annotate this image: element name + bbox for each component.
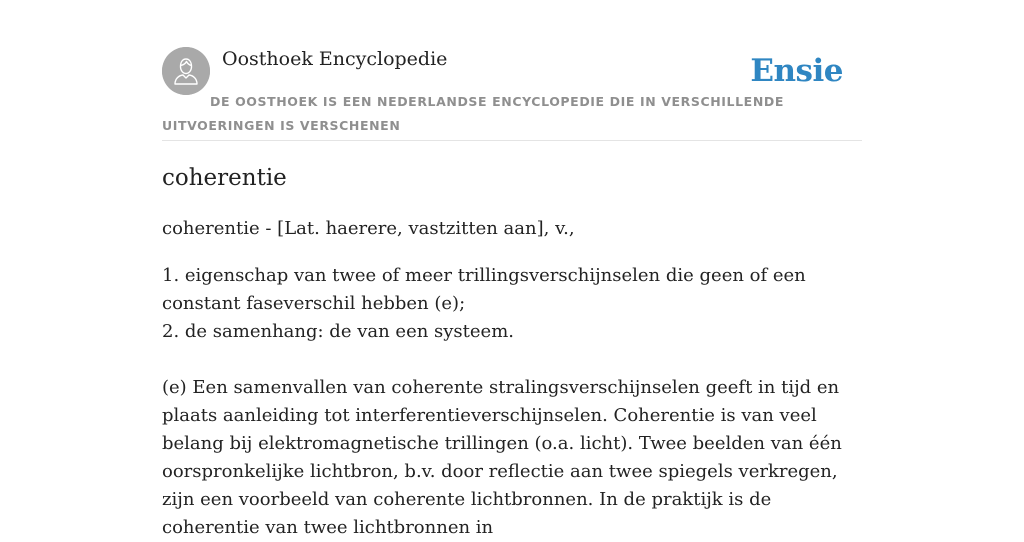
entry-content [162,158,862,542]
page-title: coherentie [162,165,287,191]
definition-item: 1. eigenschap van twee of meer trillingsverschijnselen die geen of een constant faseverschil hebben (e); [162,265,806,314]
definition-list [162,262,862,346]
user-avatar-icon[interactable] [162,47,210,95]
site-tagline: DE OOSTHOEK IS EEN NEDERLANDSE ENCYCLOPEDIE DIE IN VERSCHILLENDE UITVOERINGEN IS VERSCHENEN [162,94,784,133]
site-header [162,47,862,141]
definition-item: 2. de samenhang: de van een systeem. [162,321,515,342]
definition-note: (e) Een samenvallen van coherente stralingsverschijnselen geeft in tijd en plaats aanleiding tot interferentieverschijnselen. Coherentie is van veel belang bij elektromagnetische trillingen (o.a. licht). Twee beelden van één oorspronkelijke lichtbron, b.v. door reflectie aan twee spiegels verkregen, zijn een voorbeeld van coherente lichtbronnen. In de praktijk is de coherentie van twee lichtbronnen in [162,377,842,538]
definition-head: coherentie - [Lat. haerere, vastzitten aan], v., [162,218,575,239]
avatar-silhouette [162,47,210,95]
ensie-logo-link[interactable]: Ensie [750,53,843,89]
site-name[interactable]: Oosthoek Encyclopedie [222,48,448,70]
